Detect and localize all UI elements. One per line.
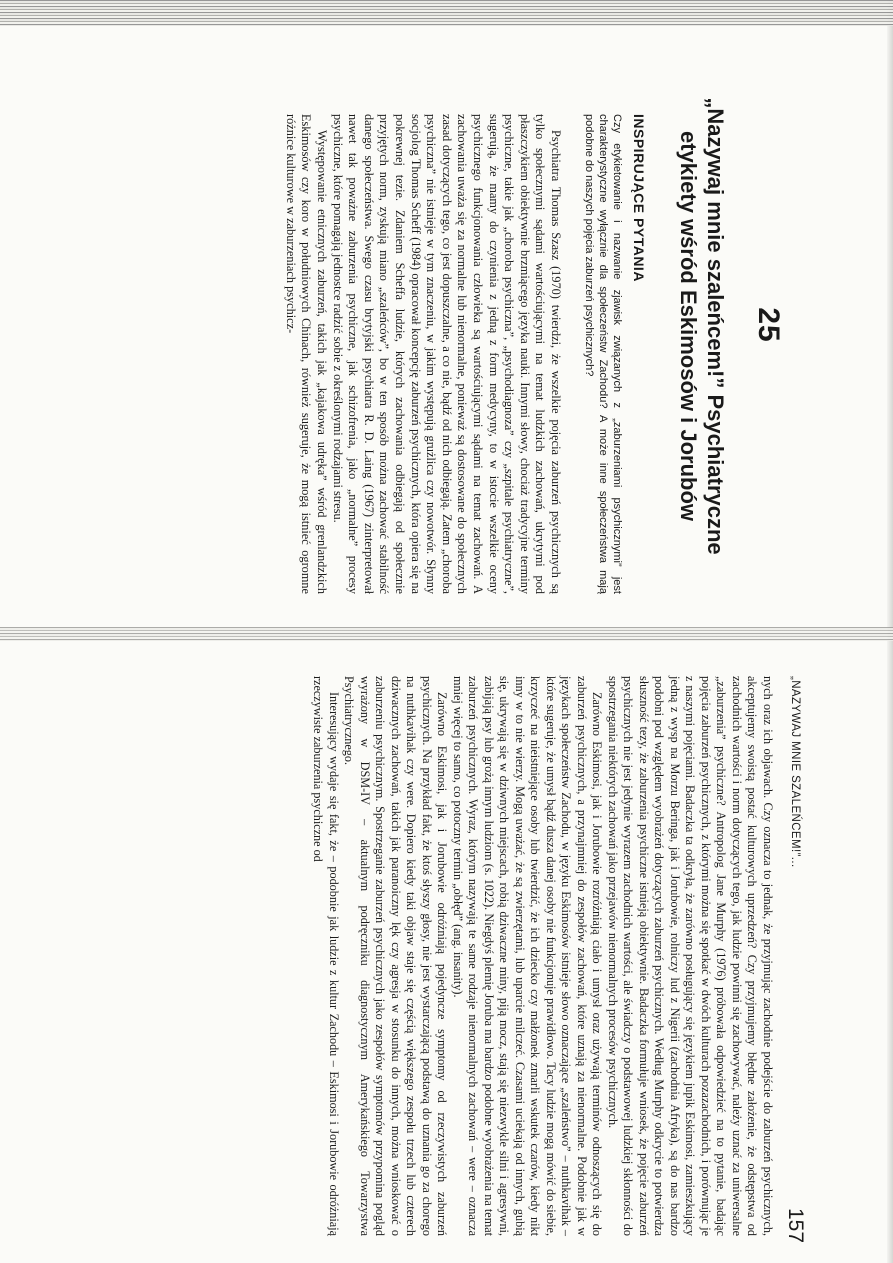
paragraph: Interesujący wydaje się fakt, że – podobnie jak ludzie z kultur Zachodu – Eskimosi i Jorubowie odróżniają rzeczywiste zaburzenia psychiczne od [311, 676, 341, 1236]
book-gutter [0, 627, 893, 641]
left-page [0, 30, 893, 620]
right-page [0, 648, 893, 1258]
chapter-number: 25 [752, 307, 785, 343]
binding-shadow [0, 0, 893, 26]
paragraph: nych oraz ich objawach. Czy oznacza to jednak, że przyjmując zachodnie podejście do zaburzeń psychicznych, akceptujemy swoistą postać kulturowych uprzedzeń? Czy przyjmujemy błędne założenie, że odstępstwa od zachodnich wartości i norm dotyczących tego, jak ludzie powinni się zachowywać, należy uznać za uniwersalne „zaburzenia” psychiczne? Antropolog Jane Murphy (1976) próbowała odpowiedzieć na to pytanie, badając pojęcia zaburzeń psychicznych, z którymi można się spotkać w dwóch kulturach pozazachodnich, i porównując je z naszymi pojęciami. Badaczka ta odkryła, że zarówno posługujący się językiem jupik Eskimosi, zamieszkujący jedną z wysp na Morzu Beringa, jak i Jorubowie, rolniczy lud z Nigerii (zachodnia Afryka), są do nas bardzo podobni pod względem wyobrażeń dotyczących zaburzeń psychicznych. Według Murphy odkrycie to potwierdza słuszność tezy, że zaburzenia psychiczne istnieją obiektywnie. Badaczka formułuje wniosek, że pojęcie zaburzeń psychicznych nie jest jedynie wyrazem zachodnich wartości, ale świadczy o podstawowej ludzkiej skłonności do spostrzegania niektórych zachowań jako przejawów nienormalnych procesów psychicznych. [606, 676, 775, 1236]
running-head: „NAZYWAJ MNIE SZALEŃCEM!”... [789, 676, 801, 868]
intro-question: Czy etykietowanie i nazwanie zjawisk związanych z „zaburzeniami psychicznymi” jest charakterystyczne wyłącznie dla społeczeństw Zachodu? A może inne społeczeństwa mają podobne do naszych pojęcia zaburzeń psychicznych? [583, 114, 623, 594]
paragraph: Psychiatra Thomas Szasz (1970) twierdzi, że wszelkie pojęcia zaburzeń psychicznych są tylko społecznymi sądami wartościującymi na temat ludzkich zachowań, ukrytymi pod płaszczykiem obiektywnie brzmiącego języka nauki. Innymi słowy, chociaż tradycyjne terminy psychiczne, takie jak „choroba psychiczna”, „psychodiagnoza” czy „szpitale psychiatryczne”, sugerują, że mamy do czynienia z jedną z form medycyny, to w istocie wszelkie oceny psychicznego funkcjonowania człowieka są wartościującymi sądami na temat zachowań. A zachowania uważa się za normalne lub nienormalne, ponieważ są dostosowane do społecznych zasad dotyczących tego, co jest dopuszczalne, a co nie, bądź od nich odbiegają. Zatem „choroba psychiczna” nie istnieje w tym znaczeniu, w jakim występują grużlica czy nowotwór. Słynny socjolog Thomas Scheff (1984) opracował koncepcję zaburzeń psychicznych, która opiera się na pokrewnej tezie. Zdaniem Scheffa ludzie, których zachowania odbiegają od społecznie przyjętych norm, zyskują miano „szaleńców”, bo w ten sposób można zachować stabilność danego społeczeństwa. Swego czasu brytyjski psychiatra R. D. Laing (1967) zinterpretował nawet tak poważne zaburzenia psychiczne, jak schizofrenia, jako „normalne” procesy psychiczne, które pomagają jednostce radzić sobie z określonymi rodzajami stresu. [330, 114, 563, 594]
left-body-text [282, 114, 563, 594]
page-number: 157 [784, 1208, 807, 1244]
paragraph: Występowanie etnicznych zaburzeń, takich jak „kajakowa udręka” wśród grenlandzkich Eskimosów czy koro w południowych Chinach, również sugeruje, że mogą istnieć ogromne różnice kulturowe w zaburzeniach psychicz- [283, 114, 330, 594]
section-heading: INSPIRUJĄCE PYTANIA [631, 114, 647, 282]
chapter-title: „Nazywaj mnie szaleńcem!” Psychiatryczne etykiety wśród Eskimosów i Jorubów [676, 97, 728, 555]
right-body-text [310, 676, 775, 1236]
paragraph: Zarówno Eskimosi, jak i Jorubowie rozróżniają ciało i umysł oraz używają terminów odnoszących się do zaburzeń psychicznych, a przynajmniej do zespołów zachowań, które uznają za nienormalne. Podobnie jak w językach społeczeństw Zachodu, w języku Eskimosów istnieje słowo oznaczające „szaleństwo” – nuthkavihak – które sugeruje, że umysł bądź dusza danej osoby nie funkcjonuje prawidłowo. Tacy ludzie mogą mówić do siebie, krzyczeć na nieistniejące osoby lub twierdzić, że ich dziecko czy małżonek zmarli wskutek czarów, kiedy nikt inny w to nie wierzy. Mogą uważać, że są zwierzętami, lub uparcie milczeć. Czasami uciekają od innych, gubią się, ukrywają się w dziwnych miejscach, robią dziwaczne miny, piją mocz, stają się niezwykle silni i agresywni, zabijają psy lub grożą innym ludziom (s. 1022). Niegdyś plemię Joruba ma bardzo podobne wyobrażenia na temat zaburzeń psychicznych. Wyraz, którym nazywają te same rodzaje nienormalnych zachowań – were – oznacza mniej więcej to samo, co potoczny termin „obłęd” (ang. insanity). [451, 676, 605, 1236]
paragraph: Zarówno Eskimosi, jak i Jorubowie odróżniają pojedyncze symptomy od rzeczywistych zaburzeń psychicznych. Na przykład fakt, że ktoś słyszy głosy, nie jest wystarczającą podstawą do uznania go za chorego na nuthkavihak czy were. Dopiero kiedy taki objaw staje się częścią większego zespołu trzech lub czterech dziwacznych zachowań, takich jak paranoiczny lęk czy agresja w stosunku do innych, można wnioskować o zaburzeniu psychicznym. Spostrzeganie zaburzeń psychicznych jako zespołów symptomów przypomina pogląd wyrażony w DSM-IV – aktualnym podręczniku diagnostycznym Amerykańskiego Towarzystwa Psychiatrycznego. [342, 676, 450, 1236]
